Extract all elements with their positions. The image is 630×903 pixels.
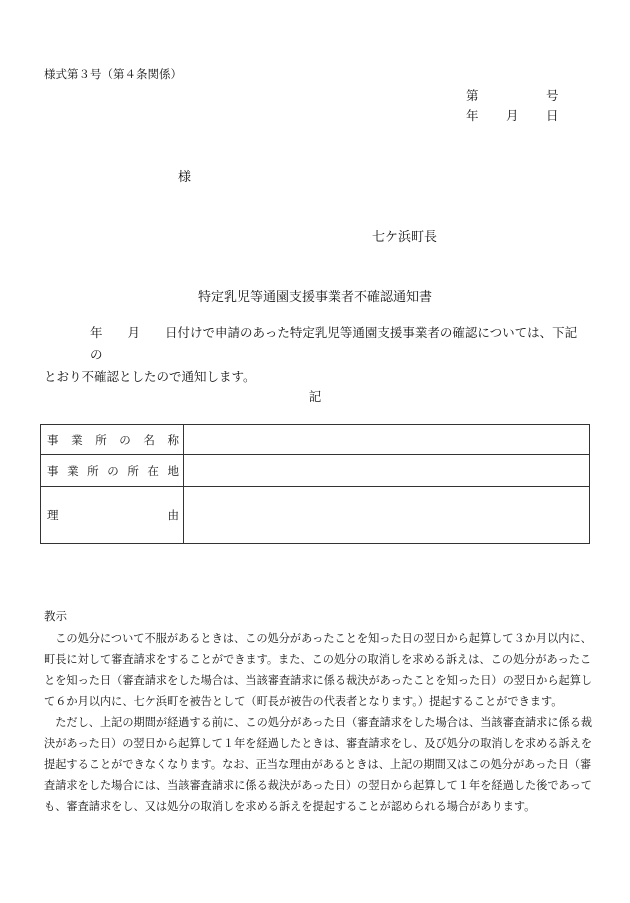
table-label-char: 所 — [127, 463, 139, 478]
notice-line: 決があった日）の翌日から起算して１年を経過したときは、審査請求をし、及び処分の取消しを求める訴えを — [44, 737, 593, 750]
sender: 七ケ浜町長 — [372, 230, 438, 245]
date-day: 日 — [546, 108, 559, 123]
value-facility-name — [184, 425, 590, 455]
table-label-char: の — [119, 432, 131, 447]
table-label-char: 在 — [147, 463, 159, 478]
ki-heading: 記 — [308, 389, 322, 404]
value-reason — [184, 487, 590, 544]
table-row — [41, 455, 590, 487]
notice-line: 査請求をした場合には、当該審査請求に係る裁決があった日）の翌日から起算して１年を経過した後であって — [44, 779, 592, 792]
notice-heading: 教示 — [44, 609, 67, 623]
table-label-char: 称 — [167, 432, 179, 447]
table-label-char: 所 — [87, 463, 99, 478]
table-label-char: 由 — [167, 508, 179, 522]
body-paragraph — [44, 322, 589, 388]
number-suffix: 号 — [546, 88, 559, 103]
document-title: 特定乳児等通園支援事業者不確認通知書 — [197, 290, 432, 305]
addressee-suffix: 様 — [178, 170, 192, 185]
value-facility-address — [184, 455, 590, 487]
notice-line: て６か月以内に、七ケ浜町を被告として（町長が被告の代表者となります。）提起することができます。 — [44, 695, 563, 708]
label-reason — [41, 487, 184, 544]
table-row — [41, 487, 590, 544]
table-row — [41, 425, 590, 455]
table-label-char: 業 — [67, 463, 79, 478]
number-prefix: 第 — [466, 88, 479, 103]
table-label-char: 業 — [71, 432, 83, 447]
table-label-char: 事 — [47, 432, 59, 447]
notice-line: 提起することができなくなります。なお、正当な理由があるときは、上記の期間又はこの処分があった日（審 — [44, 758, 592, 771]
notice-line: 町長に対して審査請求をすることができます。また、この処分の取消しを求める訴えは、この処分があったこ — [44, 653, 592, 666]
notice-line: も、審査請求をし、又は処分の取消しを求める訴えを提起することが認められる場合があります。 — [44, 800, 536, 813]
body-line-2: とおり不確認としたので通知します。 — [44, 369, 256, 384]
notice-line: ただし、上記の期間が経過する前に、この処分があった日（審査請求をした場合は、当該審査請求に係る裁 — [44, 716, 593, 729]
label-facility-name — [41, 425, 184, 455]
label-facility-address — [41, 455, 184, 487]
notice-line: この処分について不服があるときは、この処分があったことを知った日の翌日から起算して３か月以内に、 — [44, 632, 592, 645]
date-month: 月 — [506, 108, 519, 123]
table-label-char: の — [107, 463, 119, 478]
table-label-char: 名 — [143, 432, 155, 447]
body-line-1: 年 月 日付けで申請のあった特定乳児等通園支援事業者の確認については、下記の — [90, 325, 578, 362]
facility-info-table — [40, 424, 590, 544]
notice-line: とを知った日（審査請求をした場合は、当該審査請求に係る裁決があったことを知った日）の翌日から起算し — [44, 674, 593, 687]
table-label-char: 事 — [47, 463, 59, 478]
table-label-char: 理 — [47, 508, 59, 522]
form-label: 様式第３号（第４条関係） — [44, 67, 182, 81]
table-label-char: 地 — [167, 463, 179, 478]
date-year: 年 — [466, 108, 479, 123]
table-label-char: 所 — [95, 432, 107, 447]
